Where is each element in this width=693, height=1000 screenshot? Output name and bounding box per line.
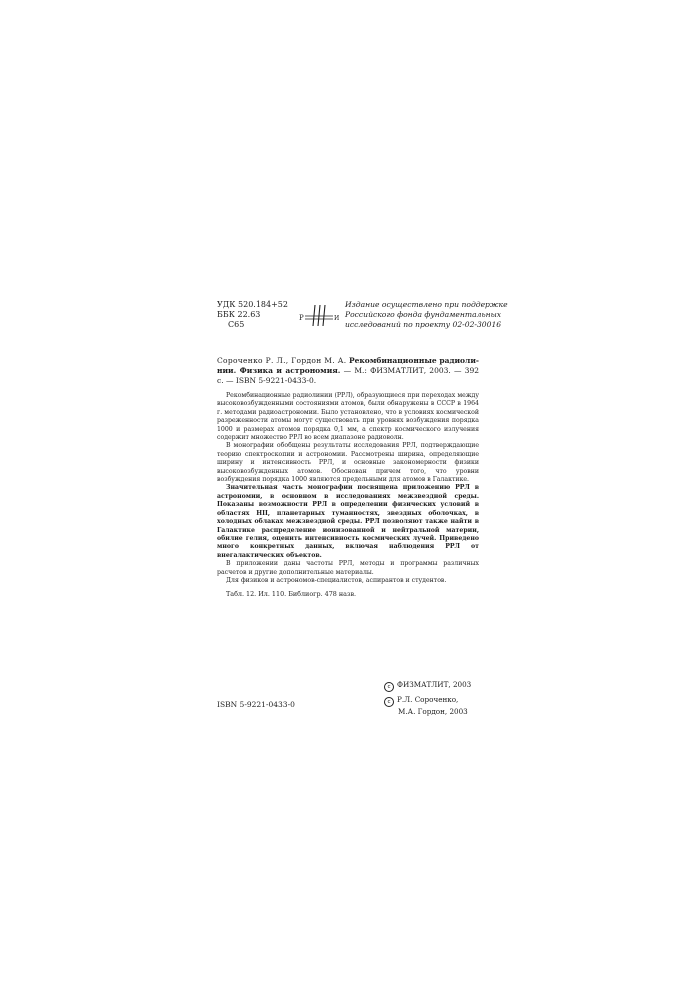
copyright-authors: [384, 695, 471, 707]
copyright-icon: c: [384, 682, 394, 692]
authors: Сороченко Р. Л., Гордон М. А.: [217, 356, 347, 365]
udk-code: УДК 520.184+52: [217, 300, 288, 309]
rffi-logo-icon: [298, 300, 340, 328]
grant-line: Российского фонда фундаментальных: [345, 310, 502, 319]
emblem-right-letter: И: [334, 315, 340, 322]
emblem-left-letter: Р: [299, 314, 304, 322]
abstract-paragraph: Рекомбинационные радиолинии (РРЛ), образующиеся при переходах между высоковозбужденными состояниями атомов, были обнаружены в СССР в 1964 г. методами радиоастрономии. Было установлено, что в условиях космической разреженности атомы могут существовать при уровнях возбуждения порядка 1000 и размерах атомов порядка 0,1 мм, а спектр космического излучения содержит множество РРЛ во всем диапазоне радиоволн.: [217, 392, 479, 442]
abstract-paragraph: В приложении даны частоты РРЛ, методы и программы различных расчетов и другие дополнительные материалы.: [217, 560, 479, 576]
grant-line: Издание осуществлено при поддержке: [345, 300, 508, 309]
book-stats: Табл. 12. Ил. 110. Библиогр. 478 назв.: [226, 590, 357, 598]
copyright-publisher-text: ФИЗМАТЛИТ, 2003: [397, 680, 472, 689]
grant-note: [345, 300, 508, 330]
copyright-publisher: [384, 680, 471, 692]
copyright-author-1: Р.Л. Сороченко,: [397, 695, 459, 704]
abstract-paragraph: Значительная часть монографии посвящена приложению РРЛ в астрономии, в основном в исследованиях межзвездной среды. Показаны возможности РРЛ в определении физических условий в областях НII, планетарных туманностях, звездных оболочках, в холодных облаках межзвездной среды. РРЛ позволяют также найти в Галактике распределение ионизованной и нейтральной материи, обилие гелия, оценить интенсивность космических лучей. Приведено много конкретных данных, включая наблюдения РРЛ от внегалактических объектов.: [217, 484, 479, 559]
imprint: — М.: ФИЗМАТЛИТ, 2003. — 392 с. — ISBN 5-9221-0433-0.: [217, 366, 479, 385]
abstract: [217, 392, 479, 585]
author-mark: С65: [228, 320, 245, 329]
grant-line: исследований по проекту 02-02-30016: [345, 320, 502, 329]
classification-codes: [217, 300, 288, 330]
isbn: ISBN 5-9221-0433-0: [217, 700, 295, 709]
copyright-icon: c: [384, 697, 394, 707]
bibliographic-entry: [217, 356, 479, 386]
book-title: Рекомбинационные радиоли-нии. Физика и астрономия.: [217, 356, 479, 375]
abstract-paragraph: В монографии обобщены результаты исследования РРЛ, подтверждающие теорию спектроскопии и астрономии. Рассмотрены ширина, определяющие ширину и интенсивность РРЛ, и основные закономерности физики высоковозбужденных атомов. Обоснован причем того, что уровни возбуждения порядка 1000 являются предельными для атомов в Галактике.: [217, 442, 479, 484]
bbk-code: ББК 22.63: [217, 310, 261, 319]
abstract-paragraph: Для физиков и астрономов-специалистов, аспирантов и студентов.: [226, 576, 447, 584]
copyright-block: [384, 680, 471, 717]
copyright-author-2: М.А. Гордон, 2003: [398, 707, 468, 716]
